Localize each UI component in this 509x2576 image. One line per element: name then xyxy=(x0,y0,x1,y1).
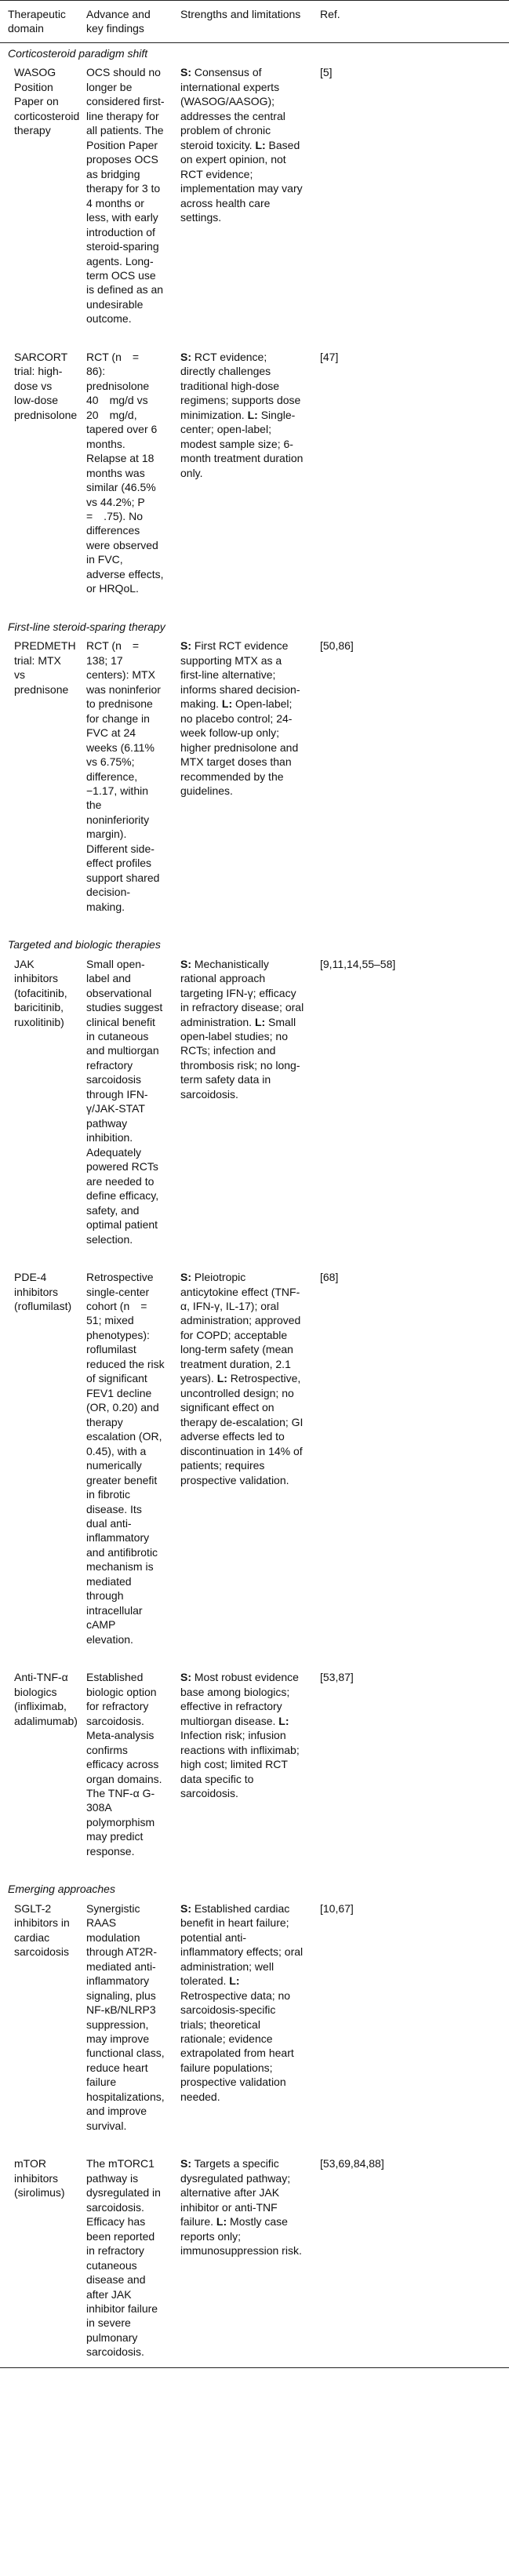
limitations-text: Retrospective, uncontrolled design; no significant effect on therapy de-escalation; GI adverse effects led to discontinuation in 14% of patients; requires prospective validation. xyxy=(180,1372,304,1486)
limitations-label: L: xyxy=(216,2215,227,2229)
cell-strengths-limitations xyxy=(173,2153,312,2367)
section-row xyxy=(0,1879,509,1897)
strengths-text: Established cardiac benefit in heart failure; potential anti-inflammatory effects; oral administration; well tolerated. xyxy=(180,1901,304,1988)
limitations-text: Mostly case reports only; immunosuppression risk. xyxy=(180,2215,302,2258)
section-row xyxy=(0,617,509,635)
cell-findings: RCT (n = 138; 17 centers): MTX was noninferior to prednisone for change in FVC at 24 weeks (6.11% vs 6.75%; difference, −1.17, within the noninferiority margin). Different side-effect profiles support shared decision-making. xyxy=(86,639,161,913)
limitations-label: L: xyxy=(229,1974,240,1988)
table-row xyxy=(0,347,509,617)
strengths-label: S: xyxy=(180,2157,191,2170)
table-row xyxy=(0,635,509,934)
cell-findings: RCT (n = 86): prednisolone 40 mg/d vs 20 mg/d, tapered over 6 months. Relapse at 18 months was similar (46.5% vs 44.2%; P = .75). No differences were observed in FVC, adverse effects, or HRQoL. xyxy=(86,350,164,595)
cell-strengths-limitations xyxy=(173,954,312,1267)
strengths-text: Mechanistically rational approach targeting IFN-γ; efficacy in refractory disease; oral administration. xyxy=(180,957,304,1028)
table-row xyxy=(0,954,509,1267)
cell-ref: [53,69,84,88] xyxy=(312,2153,509,2367)
cell-strengths-limitations xyxy=(173,635,312,934)
header-findings: Advance and key findings xyxy=(78,1,173,43)
strengths-label: S: xyxy=(180,957,191,970)
table-row xyxy=(0,2153,509,2367)
section-title: Targeted and biologic therapies xyxy=(8,938,161,951)
cell-domain: Anti-TNF-α biologics (infliximab, adalimumab) xyxy=(14,1671,78,1727)
cell-domain: SGLT-2 inhibitors in cardiac sarcoidosis xyxy=(14,1901,70,1959)
cell-strengths-limitations xyxy=(173,1267,312,1667)
strengths-text: First RCT evidence supporting MTX as a first-line alternative; informs shared decision-making. xyxy=(180,639,300,711)
cell-domain: PDE-4 inhibitors (roflumilast) xyxy=(14,1271,72,1312)
cell-findings: Synergistic RAAS modulation through AT2R-mediated anti-inflammatory signaling, plus NF-κB/NLRP3 suppression, may improve functional class, reduce heart failure hospitalizations, and improve survival. xyxy=(86,1901,165,2132)
cell-ref: [53,87] xyxy=(320,1671,354,1684)
header-strengths: Strengths and limitations xyxy=(173,1,312,43)
cell-findings: OCS should no longer be considered first-line therapy for all patients. The Position Paper proposes OCS as bridging therapy for 3 to 4 months or less, with early introduction of steroid-sparing agents. Long-term OCS use is defined as an undesirable outcome. xyxy=(86,66,165,326)
table-row xyxy=(0,1667,509,1879)
limitations-label: L: xyxy=(254,1015,266,1028)
section-row xyxy=(0,934,509,953)
cell-strengths-limitations xyxy=(173,1667,312,1879)
limitations-label: L: xyxy=(255,138,266,151)
strengths-label: S: xyxy=(180,350,191,363)
limitations-text: Single-center; open-label; modest sample size; 6-month treatment duration only. xyxy=(180,408,304,479)
limitations-text: Infection risk; infusion reactions with infliximab; high cost; limited RCT data specific to sarcoidosis. xyxy=(180,1729,300,1799)
cell-domain: mTOR inhibitors (sirolimus) xyxy=(0,2153,78,2367)
cell-domain: JAK inhibitors (tofacitinib, baricitinib, ruxolitinib) xyxy=(14,957,67,1028)
section-row xyxy=(0,42,509,62)
cell-ref: [50,86] xyxy=(320,639,354,653)
limitations-label: L: xyxy=(278,1714,289,1727)
table-row xyxy=(0,1267,509,1667)
cell-findings: Retrospective single-center cohort (n = 51; mixed phenotypes): roflumilast reduced the risk of significant FEV1 decline (OR, 0.20) and therapy escalation (OR, 0.45), with a numerically greater benefit in fibrotic disease. Its dual anti-inflammatory and antifibrotic mechanism is mediated through intracellular cAMP elevation. xyxy=(86,1271,165,1646)
limitations-text: Retrospective data; no sarcoidosis-specific trials; theoretical rationale; evidence extrapolated from heart failure populations; prospective validation needed. xyxy=(180,1988,294,2103)
strengths-text: Consensus of international experts (WASOG/AASOG); addresses the central problem of chronic steroid toxicity. xyxy=(180,66,285,151)
section-title: First-line steroid-sparing therapy xyxy=(8,620,165,633)
header-domain: Therapeutic domain xyxy=(0,1,78,43)
table-row xyxy=(0,62,509,346)
cell-strengths-limitations xyxy=(173,1898,312,2154)
strengths-label: S: xyxy=(180,1671,191,1684)
strengths-label: S: xyxy=(180,639,191,653)
cell-strengths-limitations xyxy=(173,62,312,346)
cell-ref: [5] xyxy=(320,66,333,79)
limitations-text: Small open-label studies; no RCTs; infection and thrombosis risk; no long-term safety data in sarcoidosis. xyxy=(180,1015,300,1101)
strengths-text: Targets a specific dysregulated pathway; alternative after JAK inhibitor or anti-TNF failure. xyxy=(180,2157,291,2229)
strengths-text: Pleiotropic anticytokine effect (TNF-α, IFN-γ, IL-17); oral administration; approved for COPD; acceptable long-term safety (mean treatment duration, 2.1 years). xyxy=(180,1271,301,1385)
cell-findings: Established biologic option for refractory sarcoidosis. Meta-analysis confirms efficacy across organ domains. The TNF-α G-308A polymorphism may predict response. xyxy=(86,1671,162,1857)
cell-domain: WASOG Position Paper on corticosteroid therapy xyxy=(14,66,80,137)
cell-ref: [9,11,14,55–58] xyxy=(320,957,396,970)
section-title: Corticosteroid paradigm shift xyxy=(8,46,148,60)
limitations-text: Open-label; no placebo control; 24-week follow-up only; higher prednisolone and MTX target doses than recommended by the guidelines. xyxy=(180,697,299,797)
limitations-text: Based on expert opinion, not RCT evidence; implementation may vary across health care settings. xyxy=(180,138,303,224)
strengths-text: RCT evidence; directly challenges traditional high-dose regimens; supports dose minimization. xyxy=(180,350,301,421)
table-body xyxy=(0,42,509,2367)
header-row xyxy=(0,1,509,43)
strengths-label: S: xyxy=(180,1271,191,1284)
section-title: Emerging approaches xyxy=(8,1883,115,1896)
cell-strengths-limitations xyxy=(173,347,312,617)
strengths-label: S: xyxy=(180,1901,191,1915)
strengths-text: Most robust evidence base among biologics; effective in refractory multiorgan disease. xyxy=(180,1671,299,1727)
strengths-label: S: xyxy=(180,66,191,79)
cell-domain: SARCORT trial: high-dose vs low-dose prednisolone xyxy=(14,350,78,421)
table-row xyxy=(0,1898,509,2154)
cell-ref: [10,67] xyxy=(320,1901,354,1915)
cell-ref: [47] xyxy=(320,350,339,363)
header-ref: Ref. xyxy=(312,1,509,43)
cell-ref: [68] xyxy=(320,1271,339,1284)
cell-domain: PREDMETH trial: MTX vs prednisone xyxy=(14,639,76,696)
limitations-label: L: xyxy=(216,1372,227,1385)
limitations-label: L: xyxy=(247,408,258,421)
cell-findings: Small open-label and observational studies suggest clinical benefit in cutaneous and multiorgan refractory sarcoidosis through IFN-γ/JAK-STAT pathway inhibition. Adequately powered RCTs are needed to define efficacy, safety, and optimal patient selection. xyxy=(86,957,163,1246)
limitations-label: L: xyxy=(221,697,233,711)
cell-findings: The mTORC1 pathway is dysregulated in sarcoidosis. Efficacy has been reported in refractory cutaneous disease and after JAK inhibitor failure in severe pulmonary sarcoidosis. xyxy=(78,2153,173,2367)
